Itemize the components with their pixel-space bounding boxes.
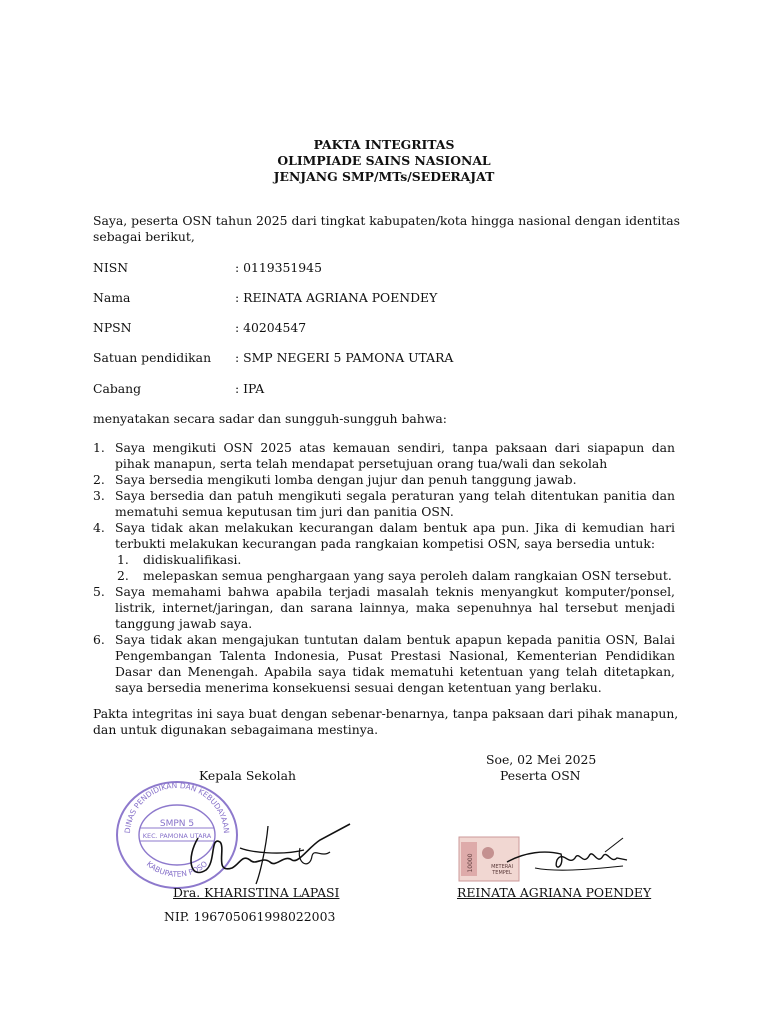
principal-nip: NIP. 196705061998022003: [164, 909, 336, 924]
item-number: 5.: [93, 584, 105, 599]
sub-item-text: melepaskan semua penghargaan yang saya peroleh dalam rangkaian OSN tersebut.: [143, 568, 672, 583]
list-item: [93, 488, 675, 520]
field-label: Satuan pendidikan: [93, 350, 212, 365]
item-number: 3.: [93, 488, 105, 503]
svg-text:DINAS PENDIDIKAN DAN KEBUDAYAA: DINAS PENDIDIKAN DAN KEBUDAYAAN: [122, 780, 232, 834]
item-number: 4.: [93, 520, 105, 535]
principal-role: Kepala Sekolah: [199, 768, 296, 783]
principal-signature-icon: [180, 818, 355, 888]
field-value: : 40204547: [235, 320, 307, 335]
item-text: Saya bersedia dan patuh mengikuti segala peraturan yang telah ditentukan panitia dan mematuhi semua keputusan tim juri dan panitia OSN.: [115, 488, 675, 519]
item-text: Saya bersedia mengikuti lomba dengan jujur dan penuh tanggung jawab.: [115, 472, 577, 487]
closing-paragraph: Pakta integritas ini saya buat dengan sebenar-benarnya, tanpa paksaan dari pihak manapun, dan untuk digunakan sebagaimana mestinya.: [93, 706, 679, 737]
svg-text:KABUPATEN POSO: KABUPATEN POSO: [144, 859, 210, 879]
sub-item-number: 2.: [117, 568, 129, 583]
principal-name: Dra. KHARISTINA LAPASI: [173, 885, 340, 900]
item-number: 6.: [93, 632, 105, 647]
declaration-lead: menyatakan secara sadar dan sungguh-sungguh bahwa:: [93, 411, 447, 426]
list-item: [93, 520, 675, 584]
field-label: NPSN: [93, 320, 132, 335]
list-item: [93, 632, 675, 696]
field-label: Nama: [93, 290, 131, 305]
svg-text:METERAI: METERAI: [491, 864, 513, 870]
participant-name: REINATA AGRIANA POENDEY: [457, 885, 652, 900]
field-value: : REINATA AGRIANA POENDEY: [235, 290, 438, 305]
item-text: Saya tidak akan mengajukan tuntutan dalam bentuk apapun kepada panitia OSN, Balai Pengembangan Talenta Indonesia, Pusat Prestasi Nasional, Kementerian Pendidikan Dasar dan Menengah. Apabila saya tidak mematuhi ketentuan yang telah ditetapkan, saya bersedia menerima konsekuensi sesuai dengan ketentuan yang berlaku.: [115, 632, 675, 695]
sub-list: [115, 552, 675, 584]
participant-signature-icon: [505, 832, 630, 882]
sub-list-item: [115, 552, 675, 568]
list-item: [93, 584, 675, 632]
field-value: : 0119351945: [235, 260, 322, 275]
sub-list-item: [115, 568, 675, 584]
list-item: [93, 472, 675, 488]
sub-item-number: 1.: [117, 552, 129, 567]
item-text: Saya mengikuti OSN 2025 atas kemauan sendiri, tanpa paksaan dari siapapun dan pihak manapun, serta telah mendapat persetujuan orang tua/wali dan sekolah: [115, 440, 675, 471]
item-number: 1.: [93, 440, 105, 455]
field-label: NISN: [93, 260, 129, 275]
document-title: [0, 137, 768, 185]
svg-text:SMPN 5: SMPN 5: [159, 819, 195, 829]
svg-text:KEC. PAMONA UTARA: KEC. PAMONA UTARA: [142, 832, 212, 840]
svg-text:10000: 10000: [467, 853, 474, 873]
item-text: Saya memahami bahwa apabila terjadi masalah teknis menyangkut komputer/ponsel, listrik, internet/jaringan, dan sarana lainnya, maka sepenuhnya hal tersebut menjadi tanggung jawab saya.: [115, 584, 675, 631]
intro-paragraph: Saya, peserta OSN tahun 2025 dari tingkat kabupaten/kota hingga nasional dengan identitas sebagai berikut,: [93, 213, 681, 244]
field-value: : IPA: [235, 381, 265, 396]
svg-text:TEMPEL: TEMPEL: [492, 870, 512, 876]
sub-item-text: didiskualifikasi.: [143, 552, 242, 567]
field-value: : SMP NEGERI 5 PAMONA UTARA: [235, 350, 454, 365]
statement-list: [93, 440, 675, 696]
place-date: Soe, 02 Mei 2025: [486, 752, 597, 767]
title-line-3: JENJANG SMP/MTs/SEDERAJAT: [273, 169, 495, 184]
title-line-1: PAKTA INTEGRITAS: [313, 137, 455, 152]
participant-role: Peserta OSN: [500, 768, 581, 783]
item-number: 2.: [93, 472, 105, 487]
list-item: [93, 440, 675, 472]
field-label: Cabang: [93, 381, 142, 396]
item-text: Saya tidak akan melakukan kecurangan dalam bentuk apa pun. Jika di kemudian hari terbukti melakukan kecurangan pada rangkaian kompetisi OSN, saya bersedia untuk:: [115, 520, 675, 551]
title-line-2: OLIMPIADE SAINS NASIONAL: [277, 153, 491, 168]
